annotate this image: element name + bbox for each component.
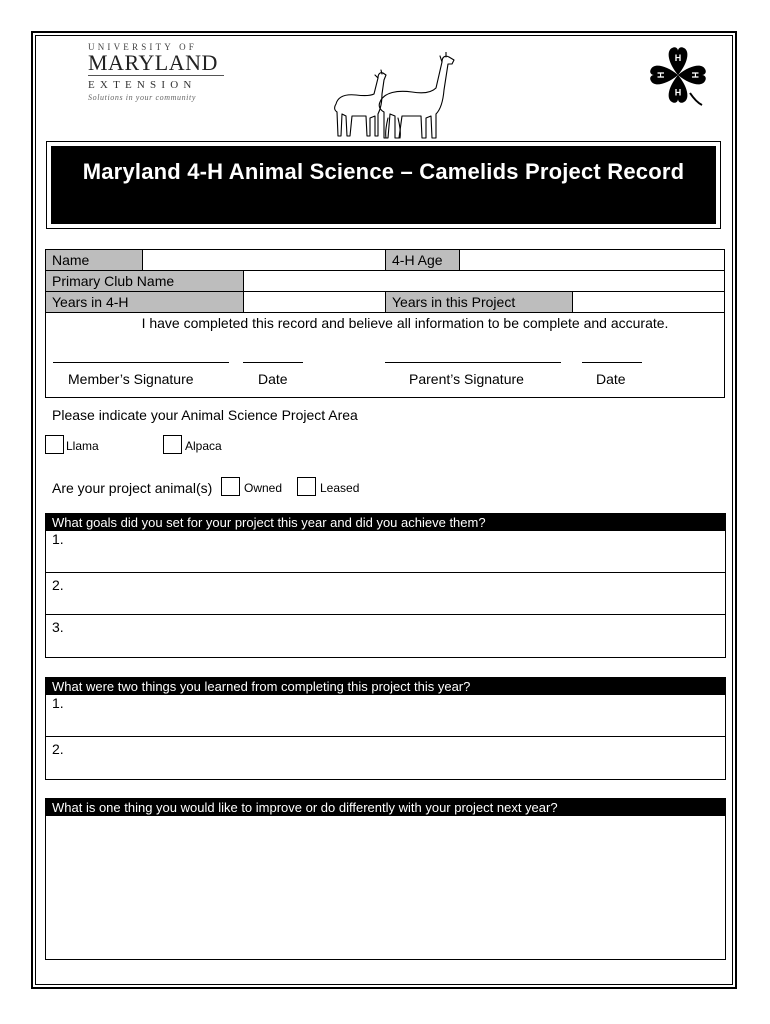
llama-alpaca-illustration xyxy=(328,52,468,142)
logo-line-extension: EXTENSION xyxy=(88,79,197,91)
university-of-maryland-extension-logo xyxy=(88,42,233,104)
years-label: Years in 4-H xyxy=(46,292,243,312)
svg-text:H: H xyxy=(674,53,682,63)
parent-signature-label: Parent’s Signature xyxy=(409,371,524,387)
4h-clover-icon xyxy=(648,45,708,107)
logo-tagline: Solutions in your community xyxy=(88,93,196,102)
title-banner xyxy=(50,145,717,225)
leased-label: Leased xyxy=(320,481,360,495)
goal-answer-2[interactable] xyxy=(46,573,725,615)
ownership-prompt: Are your project animal(s) xyxy=(52,480,213,496)
learned-answer-1[interactable] xyxy=(46,695,725,737)
club-field[interactable] xyxy=(243,271,724,291)
goal-answer-3[interactable] xyxy=(46,615,725,657)
learned-section xyxy=(45,677,726,780)
improve-section xyxy=(45,798,726,960)
logo-line-maryland: MARYLAND xyxy=(88,50,218,75)
goal-answer-1[interactable] xyxy=(46,531,725,573)
goal-number: 1. xyxy=(52,531,64,547)
age-label: 4-H Age xyxy=(385,250,459,270)
parent-signature-line[interactable] xyxy=(385,362,561,363)
club-label: Primary Club Name xyxy=(46,271,243,291)
logo-rule xyxy=(88,75,224,76)
member-signature-line[interactable] xyxy=(53,362,229,363)
goals-question: What goals did you set for your project this year and did you achieve them? xyxy=(46,514,725,531)
years-project-field[interactable] xyxy=(572,292,724,312)
llama-label: Llama xyxy=(66,439,99,453)
years-field[interactable] xyxy=(243,292,385,312)
owned-label: Owned xyxy=(244,481,283,495)
svg-text:H: H xyxy=(690,71,700,79)
parent-date-line[interactable] xyxy=(582,362,642,363)
name-label: Name xyxy=(46,250,142,270)
club-row xyxy=(46,271,724,292)
name-row xyxy=(46,250,724,271)
age-field[interactable] xyxy=(459,250,724,270)
name-field[interactable] xyxy=(142,250,385,270)
member-info-table xyxy=(45,249,725,398)
years-row xyxy=(46,292,724,313)
svg-text:H: H xyxy=(674,87,682,97)
alpaca-checkbox[interactable] xyxy=(163,435,182,454)
learned-number: 2. xyxy=(52,741,64,757)
leased-checkbox[interactable] xyxy=(297,477,316,496)
years-project-label: Years in this Project xyxy=(385,292,572,312)
goal-number: 3. xyxy=(52,619,64,635)
certification-section xyxy=(46,313,724,397)
improve-question: What is one thing you would like to improve or do differently with your project next year? xyxy=(46,799,725,816)
owned-checkbox[interactable] xyxy=(221,477,240,496)
logo-line-university-of: UNIVERSITY OF xyxy=(88,42,198,52)
goal-number: 2. xyxy=(52,577,64,593)
project-area-prompt: Please indicate your Animal Science Project Area xyxy=(52,407,358,423)
llama-checkbox[interactable] xyxy=(45,435,64,454)
member-signature-label: Member’s Signature xyxy=(68,371,194,387)
member-date-line[interactable] xyxy=(243,362,303,363)
goals-section xyxy=(45,513,726,658)
svg-text:H: H xyxy=(656,71,666,79)
learned-question: What were two things you learned from completing this project this year? xyxy=(46,678,725,695)
page-title: Maryland 4-H Animal Science – Camelids Project Record xyxy=(82,159,685,184)
alpaca-label: Alpaca xyxy=(185,439,222,453)
parent-date-label: Date xyxy=(596,371,626,387)
certification-statement: I have completed this record and believe all information to be complete and accurate. xyxy=(141,315,669,331)
learned-number: 1. xyxy=(52,695,64,711)
member-date-label: Date xyxy=(258,371,288,387)
improve-answer[interactable] xyxy=(46,816,725,959)
learned-answer-2[interactable] xyxy=(46,737,725,779)
